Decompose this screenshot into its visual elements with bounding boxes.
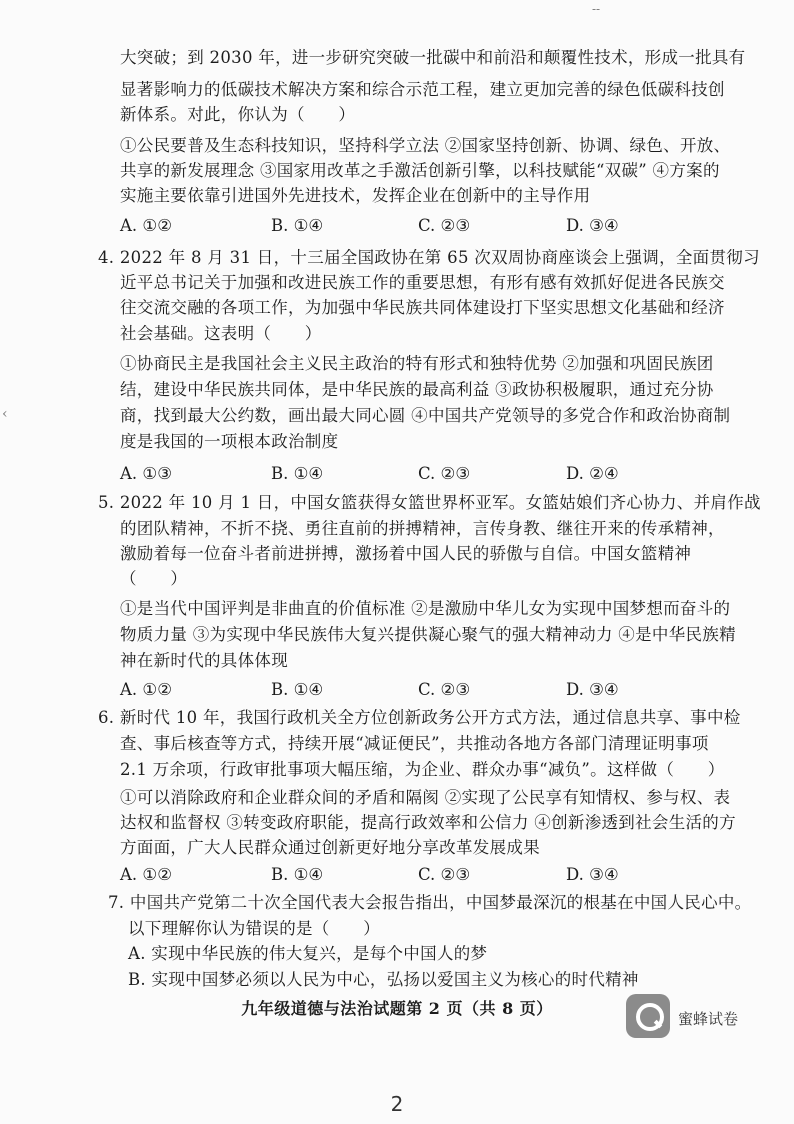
- option-c: C. ②③: [418, 680, 471, 699]
- text-line: 查、事后核查等方式，持续开展“减证便民”，共推动各地方各部门清理证明事项: [120, 734, 709, 753]
- text-line: （ ）: [120, 569, 188, 588]
- text-line: 的团队精神，不折不挠、勇往直前的拼搏精神，言传身教、继往开来的传承精神，: [120, 519, 725, 538]
- text-line: 往交流交融的各项工作，为加强中华民族共同体建设打下坚实思想文化基础和经济: [120, 298, 725, 317]
- text-line: 2.1 万余项，行政审批事项大幅压缩，为企业、群众办事“减负”。这样做（ ）: [120, 760, 725, 779]
- option-a: A. ①②: [120, 680, 172, 699]
- option-c: C. ②③: [418, 464, 471, 483]
- option-c: C. ②③: [418, 865, 471, 884]
- option-d: D. ③④: [566, 680, 619, 699]
- question-4: 4. 2022 年 8 月 31 日，十三届全国政协在第 65 次双周协商座谈会上强调，全面贯彻习: [98, 248, 760, 267]
- question-6: 6. 新时代 10 年，我国行政机关全方位创新政务公开方式方法，通过信息共享、事中检: [98, 708, 741, 727]
- text-line: ①可以消除政府和企业群众间的矛盾和隔阂 ②实现了公民享有知情权、参与权、表: [120, 788, 731, 807]
- option-d: D. ②④: [566, 464, 619, 483]
- corner-mark: --: [592, 2, 601, 16]
- option-a: A. ①②: [120, 865, 172, 884]
- text-line: 大突破；到 2030 年，进一步研究突破一批碳中和前沿和颠覆性技术，形成一批具有: [120, 48, 746, 67]
- page-number: 2: [390, 1092, 404, 1116]
- text-line: 激励着每一位奋斗者前进拼搏，激扬着中国人民的骄傲与自信。中国女篮精神: [120, 544, 692, 563]
- option-c: C. ②③: [418, 216, 471, 235]
- text-line: A. 实现中华民族的伟大复兴，是每个中国人的梦: [128, 944, 488, 963]
- option-b: B. ①④: [271, 865, 324, 884]
- text-line: 物质力量 ③为实现中华民族伟大复兴提供凝心聚气的强大精神动力 ④是中华民族精: [120, 625, 736, 644]
- side-mark: ‹: [2, 406, 8, 422]
- option-d: D. ③④: [566, 865, 619, 884]
- text-line: 神在新时代的具体体现: [120, 651, 288, 670]
- logo-text: 蜜蜂试卷: [678, 1010, 739, 1028]
- option-d: D. ③④: [566, 216, 619, 235]
- text-line: 达权和监督权 ③转变政府职能，提高行政效率和公信力 ④创新渗透到社会生活的方: [120, 813, 736, 832]
- text-line: 以下理解你认为错误的是（ ）: [128, 919, 380, 938]
- option-a: A. ①③: [120, 464, 172, 483]
- text-line: 实施主要依靠引进国外先进技术，发挥企业在创新中的主导作用: [120, 186, 591, 205]
- text-line: 商，找到最大公约数，画出最大同心圆 ④中国共产党领导的多党合作和政治协商制: [120, 406, 731, 425]
- text-line: ①是当代中国评判是非曲直的价值标准 ②是激励中华儿女为实现中国梦想而奋斗的: [120, 599, 731, 618]
- option-b: B. ①④: [271, 680, 324, 699]
- text-line: 社会基础。这表明（ ）: [120, 324, 322, 343]
- page-footer: 九年级道德与法治试题第 2 页（共 8 页）: [241, 999, 553, 1018]
- option-b: B. ①④: [271, 216, 324, 235]
- question-5: 5. 2022 年 10 月 1 日，中国女篮获得女篮世界杯亚军。女篮姑娘们齐心协力、并肩作战: [98, 493, 761, 512]
- option-b: B. ①④: [271, 464, 324, 483]
- text-line: ①协商民主是我国社会主义民主政治的特有形式和独特优势 ②加强和巩固民族团: [120, 354, 714, 373]
- text-line: ①公民要普及生态科技知识，坚持科学立法 ②国家坚持创新、协调、绿色、开放、: [120, 136, 731, 155]
- option-a: A. ①②: [120, 216, 172, 235]
- question-7: 7. 中国共产党第二十次全国代表大会报告指出，中国梦最深沉的根基在中国人民心中。: [108, 893, 752, 912]
- text-line: 结，建设中华民族共同体，是中华民族的最高利益 ③政协积极履职，通过充分协: [120, 380, 714, 399]
- text-line: 方面面，广大人民群众通过创新更好地分享改革发展成果: [120, 838, 540, 857]
- text-line: 近平总书记关于加强和改进民族工作的重要思想，有形有感有效抓好促进各民族交: [120, 273, 725, 292]
- text-line: 共享的新发展理念 ③国家用改革之手激活创新引擎，以科技赋能“双碳” ④方案的: [120, 161, 720, 180]
- text-line: 显著影响力的低碳技术解决方案和综合示范工程，建立更加完善的绿色低碳科技创: [120, 80, 725, 99]
- text-line: 新体系。对此，你认为（ ）: [120, 105, 356, 124]
- text-line: 度是我国的一项根本政治制度: [120, 432, 339, 451]
- text-line: B. 实现中国梦必须以人民为中心，弘扬以爱国主义为核心的时代精神: [128, 970, 639, 989]
- bee-logo-icon: [626, 994, 670, 1038]
